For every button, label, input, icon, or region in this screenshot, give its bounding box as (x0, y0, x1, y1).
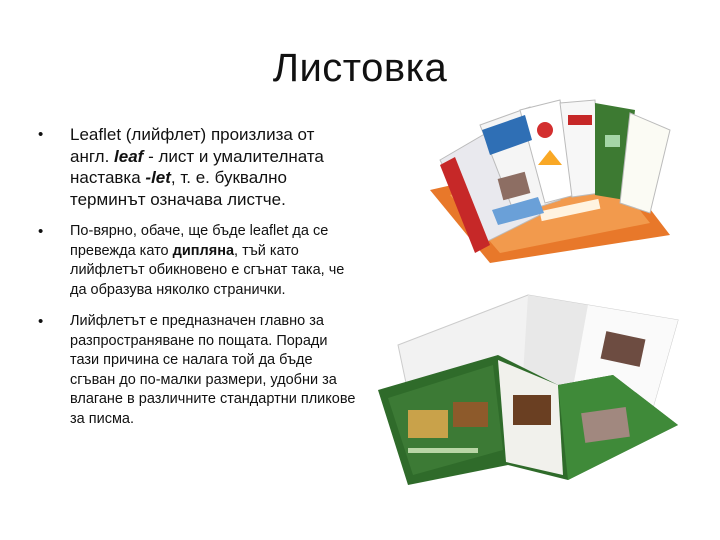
bullet-text: Лийфлетът е предназначен главно за разпространяване по пощата. Поради тази причина се налага той да бъде сгъван до по-малки размери, удобни за влагане в различните стандартни пликове за писма. (70, 313, 356, 427)
bullet-dot: • (38, 126, 44, 143)
bullet-dot: • (38, 313, 44, 330)
bullet-text: По-вярно, обаче, ще бъде leaflet да се превежда като дипляна, тъй като лийфлетът обикновено е сгънат така, че да образува няколко странички. (70, 223, 345, 298)
bullet-item-3 (38, 312, 356, 429)
slide-title: Листовка (272, 46, 448, 90)
bullet-item-2 (38, 222, 356, 300)
brochure-fan-image (420, 95, 680, 265)
trifold-brochure-image (378, 290, 683, 485)
bullet-item-1 (38, 124, 356, 210)
bullet-text: Leaflet (лийфлет) произлиза от англ. leaf - лист и умалителната наставка -let, т. е. буквално терминът означава листче. (70, 125, 324, 209)
bullet-list (38, 124, 356, 441)
bullet-dot: • (38, 223, 44, 240)
